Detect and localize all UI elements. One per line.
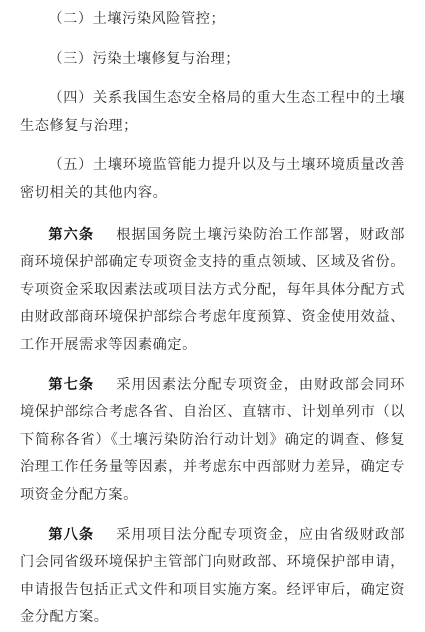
list-item-2: [20, 6, 405, 34]
list-item-5: [20, 152, 405, 207]
list-item-text: （四）关系我国生态安全格局的重大生态工程中的土壤生态修复与治理；: [20, 90, 405, 134]
article-7: [20, 372, 405, 510]
article-text: 采用项目法分配专项资金，应由省级财政部门会同省级环境保护主管部门向财政部、环境保护部申请，申请报告包括正式文件和项目实施方案。经评审后，确定资金分配方案。: [20, 526, 405, 626]
article-text: 根据国务院土壤污染防治工作部署，财政部商环境保护部确定专项资金支持的重点领域、区域及省份。专项资金采取因素法或项目法方式分配，每年具体分配方式由财政部商环境保护部综合考虑年度预算、资金使用效益、工作开展需求等因素确定。: [20, 226, 405, 353]
article-spacer: [100, 227, 111, 243]
article-8: [20, 522, 405, 632]
list-item-4: [20, 85, 405, 140]
article-text: 采用因素法分配专项资金，由财政部会同环境保护部综合考虑各省、自治区、直辖市、计划单列市（以下简称各省）《土壤污染防治行动计划》确定的调查、修复治理工作任务量等因素，并考虑东中西部财力差异，确定专项资金分配方案。: [20, 376, 405, 503]
list-item-text: （三）污染土壤修复与治理；: [48, 50, 240, 67]
article-label: 第七条: [48, 376, 95, 393]
list-item-text: （二）土壤污染风险管控；: [48, 11, 226, 27]
article-spacer: [100, 527, 111, 543]
article-label: 第六条: [48, 226, 95, 243]
list-item-text: （五）土壤环境监管能力提升以及与土壤环境质量改善密切相关的其他内容。: [20, 157, 405, 201]
article-label: 第八条: [48, 526, 95, 543]
list-item-3: [20, 46, 405, 74]
article-6: [20, 222, 405, 360]
article-spacer: [100, 377, 111, 393]
